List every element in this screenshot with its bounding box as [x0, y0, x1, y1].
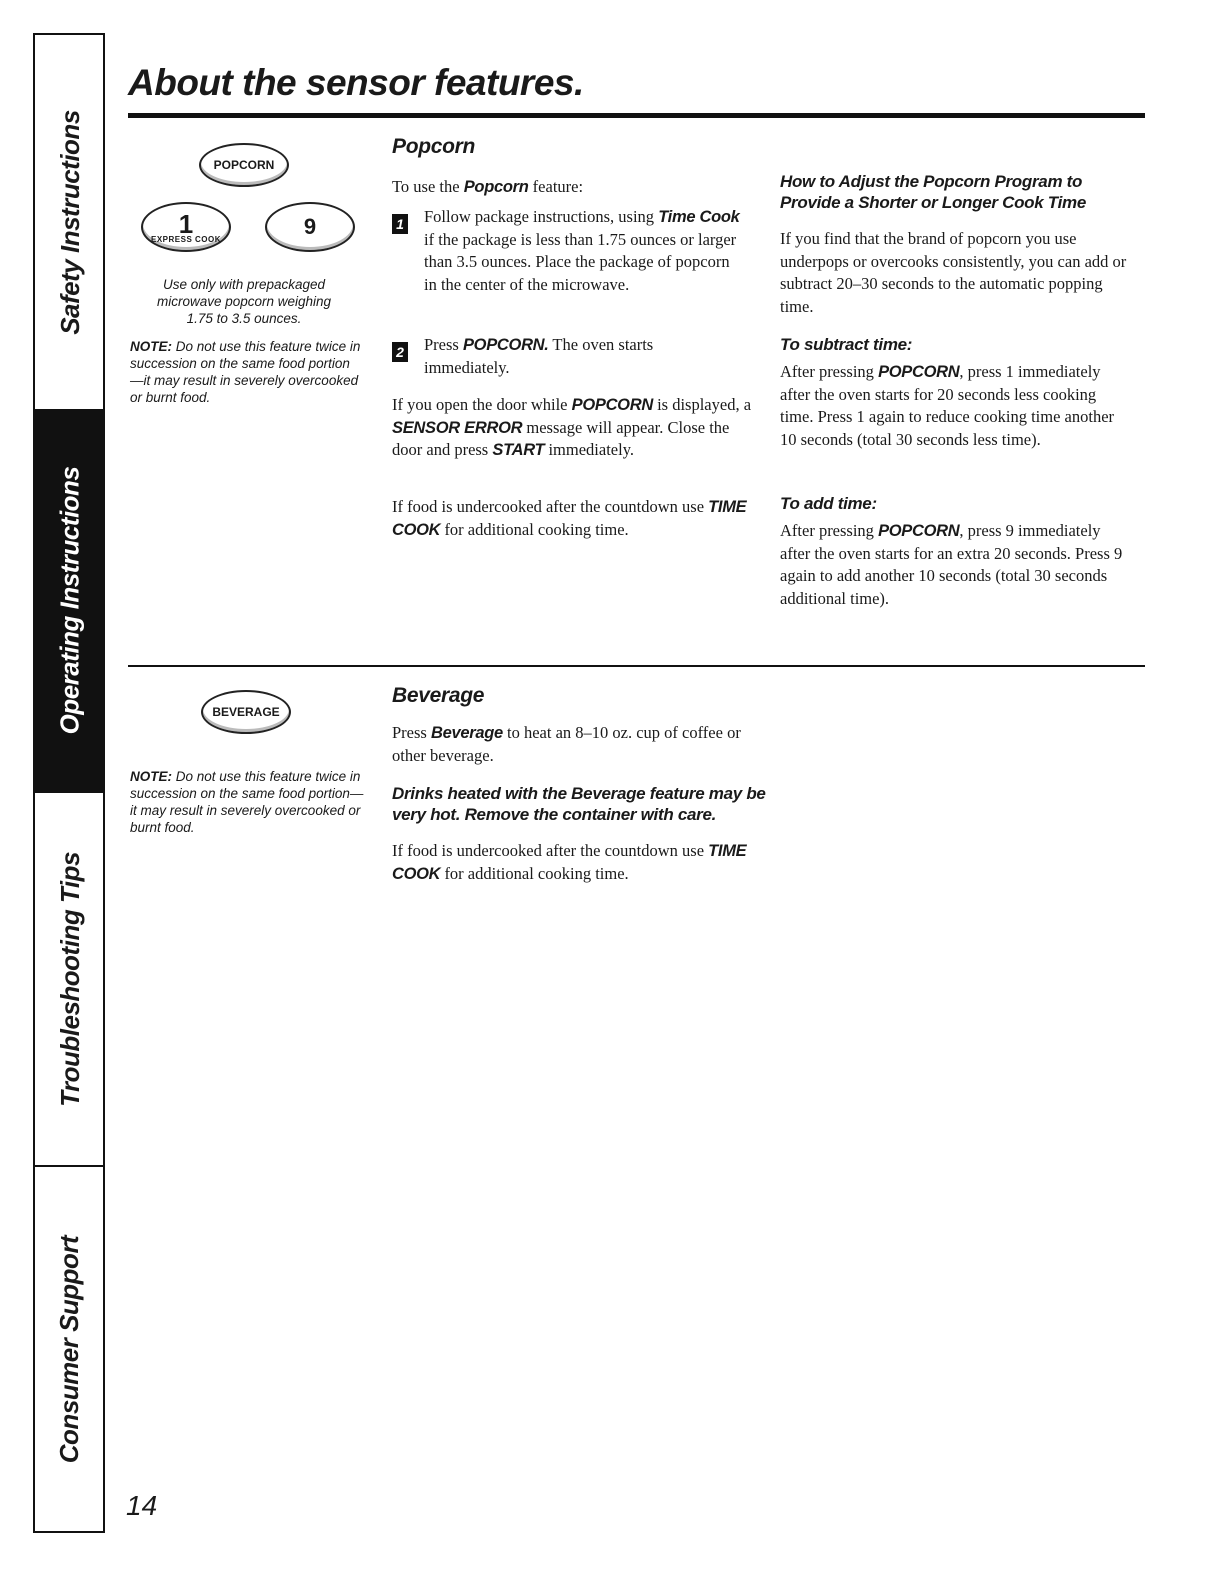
keyword: START: [492, 441, 545, 459]
popcorn-heading: Popcorn: [392, 135, 476, 158]
sensor-error-paragraph: [392, 394, 757, 462]
keyword: POPCORN: [878, 522, 960, 540]
text-run: if the package is less than 1.75 ounces or larger than 3.5 ounces. Place the package of popcorn in the center of the microwave.: [424, 229, 737, 294]
text-run: message will appear. Close the door and press: [392, 417, 730, 459]
text-run: for additional cooking time.: [440, 519, 629, 539]
number-9-button-icon: 9: [265, 202, 355, 252]
popcorn-step-1: [424, 206, 744, 296]
keyword: TIME COOK: [392, 842, 747, 883]
keyword: Time Cook: [658, 208, 740, 226]
text-run: immediately.: [544, 440, 634, 459]
text-run: Press: [424, 335, 463, 354]
keyword: POPCORN.: [462, 336, 549, 354]
popcorn-button-icon: POPCORN: [199, 143, 289, 187]
sidebar-divider: [103, 33, 105, 1533]
popcorn-note: NOTE: Do not use this feature twice in succession on the same food portion—it may result in severely overcooked or burnt food.: [130, 339, 361, 405]
subtract-time-heading: To subtract time:: [780, 335, 913, 354]
beverage-button-icon: BEVERAGE: [201, 690, 291, 734]
page-title: About the sensor features.: [128, 62, 584, 103]
popcorn-weight-caption: Use only with prepackaged microwave popcorn weighing 1.75 to 3.5 ounces.: [156, 277, 332, 326]
tab-label: Safety Instructions: [54, 109, 85, 335]
beverage-paragraph: [392, 722, 747, 767]
section-sidebar: [33, 33, 105, 1533]
express-cook-1-button-icon: 1 EXPRESS COOK: [141, 202, 231, 252]
adjust-popcorn-paragraph: If you find that the brand of popcorn you use underpops or overcooks consistently, you can add or subtract 20–30 seconds to the automatic popping time.: [780, 229, 1127, 316]
text-run: to heat an 8–10 oz. cup of coffee or other beverage.: [392, 723, 741, 765]
tab-troubleshooting-tips[interactable]: [35, 791, 105, 1165]
adjust-popcorn-heading: How to Adjust the Popcorn Program to Provide a Shorter or Longer Cook Time: [780, 172, 1086, 212]
keyword: TIME COOK: [392, 498, 747, 539]
keyword: POPCORN: [878, 363, 960, 381]
section-divider: [128, 665, 1145, 667]
tab-label: Operating Instructions: [54, 466, 85, 734]
add-time-paragraph: [780, 520, 1125, 610]
keyword: Beverage: [430, 724, 503, 742]
text-run: After pressing: [780, 521, 879, 540]
tab-label: Consumer Support: [54, 1235, 85, 1463]
text-run: , press 1 immediately after the oven starts for 20 seconds less cooking time. Press 1 again to reduce cooking time another 10 seconds (total 30 seconds less time).: [780, 362, 1115, 449]
text-run: for additional cooking time.: [440, 863, 629, 883]
text-run: If you open the door while: [392, 395, 572, 414]
step-1-badge: 1: [392, 214, 408, 234]
text-run: is displayed, a: [652, 395, 752, 414]
add-time-heading: To add time:: [780, 494, 877, 513]
text-run: Press: [392, 723, 431, 742]
text-run: Follow package instructions, using: [424, 207, 659, 226]
text-run: The oven starts immediately.: [424, 335, 654, 377]
beverage-note: NOTE: Do not use this feature twice in succession on the same food portion—it may result in severely overcooked or burnt food.: [130, 769, 364, 835]
title-rule: [128, 113, 1145, 118]
text-run: If food is undercooked after the countdown use: [392, 841, 709, 860]
keyword: SENSOR ERROR: [392, 418, 523, 437]
tab-safety-instructions[interactable]: [35, 35, 105, 409]
text-run: If food is undercooked after the countdown use: [392, 497, 709, 516]
beverage-undercooked-paragraph: [392, 840, 757, 885]
beverage-heading: Beverage: [392, 684, 485, 707]
tab-label: Troubleshooting Tips: [54, 851, 85, 1107]
step-2-badge: 2: [392, 342, 408, 362]
text-run: After pressing: [780, 362, 879, 381]
tab-operating-instructions[interactable]: [35, 409, 105, 791]
tab-consumer-support[interactable]: [35, 1165, 105, 1531]
popcorn-undercooked-paragraph: [392, 496, 757, 541]
keyword: POPCORN: [571, 396, 653, 414]
popcorn-intro: To use the Popcorn feature:: [392, 177, 584, 196]
text-run: , press 9 immediately after the oven starts for an extra 20 seconds. Press 9 again to add another 10 seconds (total 30 seconds additional time).: [780, 521, 1123, 608]
page-number: 14: [126, 1490, 158, 1521]
popcorn-step-2: [424, 334, 724, 379]
beverage-warning: Drinks heated with the Beverage feature may be very hot. Remove the container with care.: [392, 784, 766, 824]
subtract-time-paragraph: [780, 361, 1125, 451]
